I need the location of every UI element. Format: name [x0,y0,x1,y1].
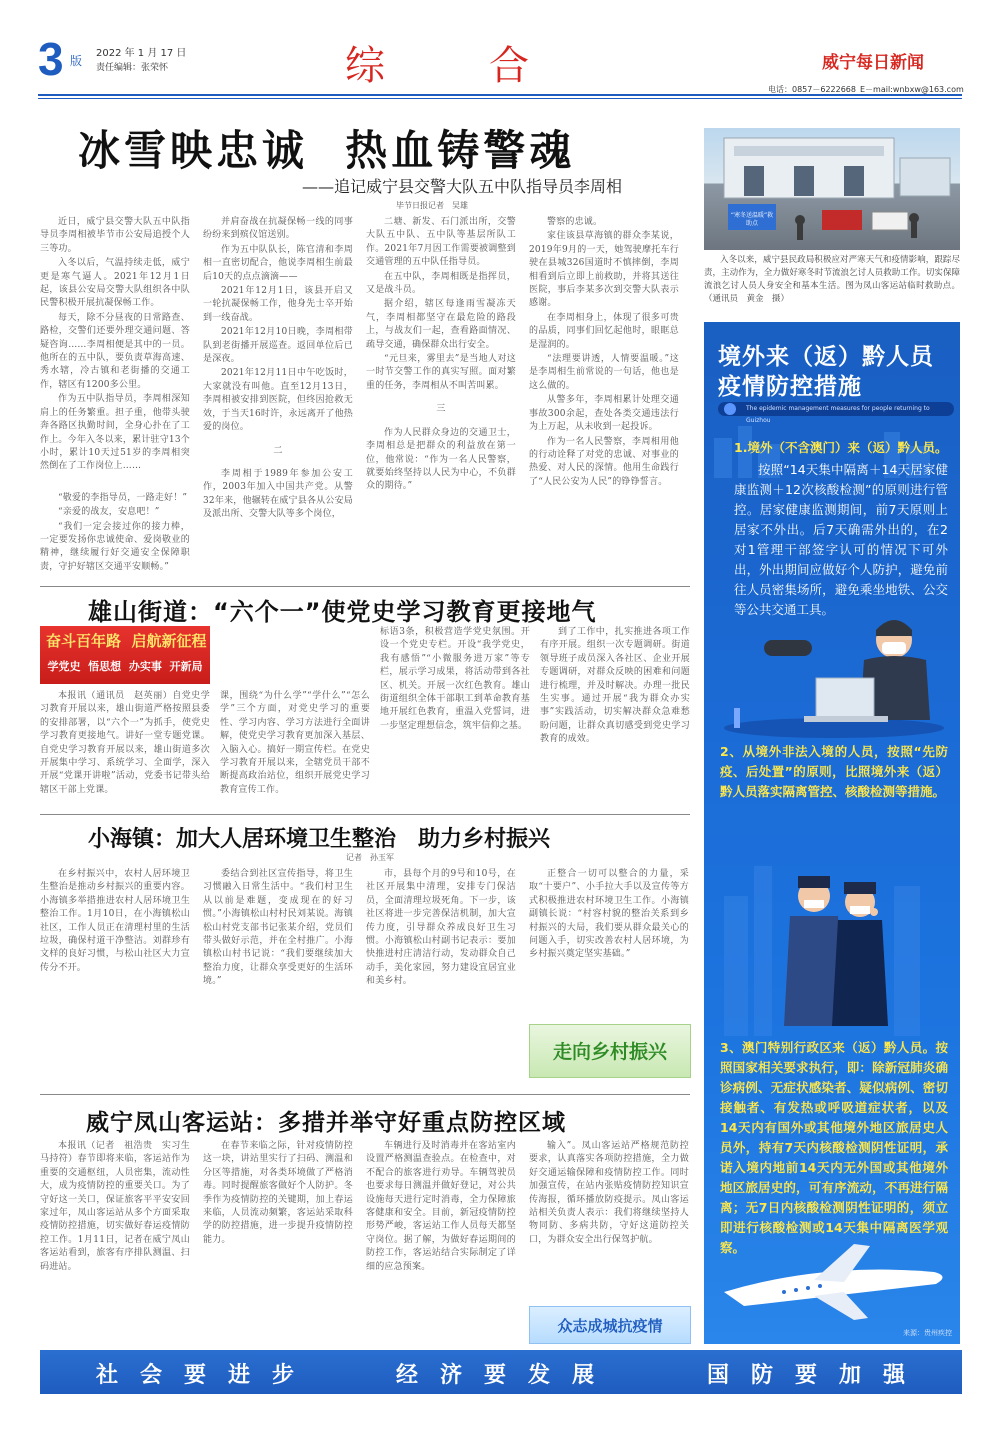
banner-line2: 学党史 悟思想 办实事 开新局 [47,660,203,673]
xiaohai-column-2: 委结合到社区宣传指导，将卫生习惯融入日常生活中。“我们村卫生从以前是难题，变成现在的好习惯。”小海镇松山村村民刘某说。海镇松山村党支部书记张某介绍，党员们带头做好示范，并在全村推广。小海镇松山村书记说：“我们要继续加大整治力度，让群众享受更好的生活环境。” [203,869,353,987]
lead-subheadline: ——追记威宁县交警大队五中队指导员李周相 [302,177,623,196]
section-title: 综 合 [345,43,537,89]
lead-p: 作为五中队指导员，李周相深知肩上的任务繁重。担子重，他带头驶奔各路区执勤时间，全身心扑在了工作上。今年入冬以来，累计驻守13个小时，累计10天过51岁的李周相突然倒在了工作岗位上…… [40,394,190,472]
lead-p: 家住该县草海镇的群众李某说，2019年9月的一天，她驾驶摩托车行驶在县城326国道时不慎摔倒，李周相看到后立即上前救助，并将其送往医院，事后李某多次到交警大队表示感谢。 [529,231,679,309]
officers-illustration [704,836,960,1036]
xiaohai-column-3: 市，县每个月的9号和10号，在社区开展集中清理，安排专门保洁员，全面清理垃圾死角。下一步，该社区将进一步完善保洁机制，加大宣传力度，引导群众养成良好卫生习惯。小海镇松山村副书记表示：要加快推进村庄清洁行动，发动群众自己动手，美化家园，努力建设宜居宜业和美乡村。 [366,869,516,987]
covid-panel [704,322,960,1344]
news-photo [704,128,960,250]
lead-p: 作为五中队队长，陈官清和李周相一直密切配合，他说李周相生前最后10天的点点滴滴—— [203,244,353,282]
xiaohai-byline: 记者 孙玉军 [346,853,394,862]
party-banner [40,626,210,684]
covid-section3: 3、澳门特别行政区来（返）黔人员。按照国家相关要求执行，即：除新冠肺炎确诊病例、无症状感染者、疑似病例、密切接触者、有发热或呼吸道症状者，以及14天内有国外或其他境外地区旅居史人员外，持有7天内核酸检测阴性证明，承诺入境内地前14天内无外国或其他境外地区旅居史的，可有序流动，不再进行隔离；无7日内核酸检测阴性证明的，须立即进行核酸检测或14天集中隔离医学观察。 [720,1040,948,1255]
covid-section2: 2、从境外非法入境的人员，按照“先防疫、后处置”的原则，比照境外来（返）黔人员落实隔离管控、核酸检测等措施。 [720,744,948,799]
bus-station-illustration [704,128,960,250]
xiongshan-headline: 雄山街道：“六个一”使党史学习教育更接地气 [88,598,597,626]
lead-p: 二塘、新发、石门派出所，交警大队五中队、五中队等基层所队工作。2021年7月因工作需要被调整到交通管理的五中队任指导员。 [366,217,516,268]
footer-slogan-bar [40,1350,962,1394]
slogan-1: 社 会 要 进 步 [95,1363,294,1388]
paper-name: 威宁每日新闻 [822,53,924,73]
lead-headline: 冰雪映忠诚 热血铸警魂 [78,126,576,175]
lead-p: 作为一名人民警察，李周相用他的行动诠释了对党的忠诚、对事业的热爱、对人民的深情。他用生命践行了“人民公安为人民”的铮铮誓言。 [529,436,679,487]
covid-title-line1: 境外来（返）黔人员 [718,344,934,370]
lead-byline: 毕节日报记者 吴雄 [396,201,468,210]
anti-epidemic-badge [529,1306,691,1344]
lead-p: 李周相于1989年参加公安工作，2003年加入中国共产党。从警32年来，他辗转在威宁县各从公安局及派出所、交警大队等多个岗位， [203,468,353,520]
lead-p: 2021年12月10日晚，李周相带队到老街播开展巡查。返回单位后已是深夜。 [203,327,353,365]
photo-sign: “寒冬送温暖”救助点 [730,212,774,227]
lead-quote: “亲爱的战友，安息吧！” [58,507,160,518]
lead-quote: “我们一定会接过你的接力棒，一定要发扬你忠诚使命、爱岗敬业的精神，继续履行好交通安全保障职责，守护好辖区交通平安顺畅。” [40,521,190,572]
xiongshan-column-4: 到了工作中，扎实推进各项工作有序开展。组织一次专题调研。街道领导班子成员深入各社区、企业开展专题调研，对群众反映的困难和问题进行梳理，并及时解决。办理一批民生实事。通过开展“我为群众办实事”实践活动，切实解决群众急难愁盼问题，让群众真切感受到党史学习教育的成效。 [540,627,690,745]
fengshan-column-4: 输入”。凤山客运站严格规范防控要求，认真落实各项防控措施，全力做好交通运输保障和疫情防控工作。同时加强宣传，在站内张贴疫情防控知识宣传海报，循环播放防疫提示。凤山客运站相关负责人表示：我们将继续坚持人物同防、多病共防，守好这道防控关口，为群众安全出行保驾护航。 [529,1141,689,1245]
banner-line1: 奋斗百年路 启航新征程 [46,632,207,650]
fengshan-headline: 威宁凤山客运站：多措并举守好重点防控区域 [86,1110,566,1136]
badge-text: 众志成城抗疫情 [557,1317,663,1335]
masthead-rule [38,94,962,96]
quarantine-illustration [704,600,960,740]
covid-section1-body: 按照“14天集中隔离＋14天居家健康监测＋12次核酸检测”的原则进行管控。居家健康监测期间，前7天原则上居家不外出。后7天确需外出的，在2对1管理干部签字认可的情况下可外出，外出期间应做好个人防护，避免前往人员密集场所，避免乘坐地铁、公交等公共交通工具。 [734,462,948,617]
lead-p: 近日，威宁县交警大队五中队指导员李周相被毕节市公安局追授个人三等功。 [40,217,190,254]
contact-email: E－mail:wnbxw@163.com [860,85,964,94]
covid-en-line [718,402,954,424]
masthead-rule-thin [38,98,962,99]
lead-p: 从警多年，李周相累计处理交通事故300余起，查处各类交通违法行为上万起，从未收到一起投诉。 [529,395,679,433]
lead-column-3 [366,216,516,576]
editor-credit: 责任编辑：张荣怀 [96,63,169,73]
lead-p: 并肩奋战在抗凝保畅一线的同事纷纷来到殡仪馆送别。 [203,217,353,241]
photo-caption: 入冬以来，威宁县民政局积极应对严寒天气和疫情影响，跟踪尽责，主动作为，全力做好寒冬时节流浪乞讨人员救助工作。切实保障流浪乞讨人员人身安全和基本生活。图为凤山客运站临时救助点。（通讯员 黄金 摄） [704,255,960,304]
covid-en-text: The epidemic management measures for people returning to Guizhou [746,405,930,424]
divider [40,1094,690,1095]
lead-p: 每天，除不分昼夜的日常路查、路检，交警们还要外理交通问题、答疑咨询……李周相便是其中的一员。他所在的五中队，要负责草海高速、秀水辖，冷古镇和老街播的交通工作，辖区有1200多公里。 [40,312,190,390]
lead-p: 警察的忠诚。 [547,217,603,227]
section-marker: 三 [436,404,446,415]
covid-source: 来源：贵州疾控 [903,1329,952,1337]
lead-p: 2021年12月1日，该县开启又一轮抗凝保畅工作，他身先士卒开始到一线奋战。 [203,286,353,323]
page-number: 3 [38,33,64,85]
divider [40,586,690,587]
lead-p: 入冬以后，气温持续走低，威宁更是寒气逼人。2021年12月1日起，该县公安局交警大队组织各中队民警积极开展抗凝保畅工作。 [40,258,190,309]
lead-p: 据介绍，辖区每逢雨雪凝冻天气，李周相都坚守在最危险的路段上，与战友们一起，查看路面情况、疏导交通，确保群众出行安全。 [366,299,516,350]
section-marker: 二 [273,445,283,456]
xiaohai-column-4: 正整合一切可以整合的力量，采取“十要户”、小手拉大手以及宣传等方式积极推进农村环境卫生工作。小海镇副镇长说：“村容村貌的整治关系到乡村振兴的大局，我们要从群众最关心的问题入手，切实改善农村人居环境，为乡村振兴奠定坚实基础。” [529,869,689,960]
lead-p: “元旦来，雾里去”是当地人对这一时节交警工作的真实写照。面对繁重的任务，李周相从不叫苦叫累。 [366,354,516,391]
rural-revitalization-badge [529,1024,691,1078]
covid-title-line2: 疫情防控措施 [718,374,862,400]
slogan-3: 国 防 要 加 强 [706,1363,905,1388]
lead-p: 2021年12月11日中午吃饭时，大家就没有叫他。直至12月13日，李周相被安排到医院，但终因抢救无效，于当天16时许，永远离开了他热爱的岗位。 [203,368,353,433]
badge-text: 走向乡村振兴 [552,1041,667,1063]
lead-p: 在五中队，李周相既是指挥员，又是战斗员。 [366,271,516,296]
fengshan-column-3: 车辆进行及时消毒并在客站室内设置严格测温查验点。在检查中，对不配合的旅客进行劝导。车辆驾驶员也要求每日测温并做好登记，对公共设施每天进行定时消毒，全力保障旅客健康和安全。目前，新冠疫情防控形势严峻，客运站工作人员每天都坚守岗位。据了解，为做好春运期间的防控工作，客运站结合实际制定了详细的应急预案。 [366,1141,516,1272]
lead-column-1 [40,216,190,576]
fengshan-column-2: 在春节来临之际，针对疫情防控这一块，讲站里实行了扫码、测温和分区等措施，对各类环境做了严格消毒。同时提醒旅客做好个人防护。冬季作为疫情防控的关键期，加上春运来临，人员流动频繁，客运站采取科学的防控措施，进一步提升疫情防控能力。 [203,1141,353,1245]
virus-icon [724,403,736,415]
airplane-illustration [704,1222,960,1332]
xiongshan-column-2: 课，围绕“为什么学”“学什么”“怎么学”三个方面，对党史学习的重要性、学习内容、学习方法进行全面讲解，使党史学习教育更加深入基层、入脑入心。搞好一期宣传栏。在党史学习教育开展以来，全辖党员干部不断提高政治站位，组织开展党史学习教育宣传工作。 [220,691,370,795]
xiongshan-column-3: 标语3条，积极营造学党史氛围。开设一个党史专栏。开设“我学党史，我有感悟”“小微服务进万家”等专栏，展示学习成果，将活动带到各社区、机关。开展一次红色教育。雄山街道组织全体干部职工到革命教育基地开展红色教育，重温入党誓词，进一步坚定理想信念，筑牢信仰之基。 [380,627,530,731]
lead-column-4 [529,216,679,576]
divider [40,814,690,815]
page-number-suffix: 版 [70,54,83,68]
slogan-2: 经 济 要 发 展 [395,1363,594,1388]
fengshan-column-1: 本报讯（记者 祖浩贵 实习生 马持符）春节即将来临，客运站作为重要的交通枢纽，人员密集，流动性大，成为疫情防控的重要关口。为了守好这一关口，保证旅客平平安安回家过年，凤山客运站从多个方面采取疫情防控措施，切实做好春运疫情防控工作。1月11日，记者在威宁凤山客运站看到，旅客有序排队测温、扫码进站。 [40,1141,190,1272]
lead-column-2 [203,216,353,576]
contact-phone: 电话：0857－6222668 [768,85,856,94]
xiaohai-headline: 小海镇：加大人居环境卫生整治 助力乡村振兴 [88,827,551,852]
xiaohai-column-1: 在乡村振兴中，农村人居环境卫生整治是推动乡村振兴的重要内容。小海镇多举措推进农村人居环境卫生整治工作。1月10日，在小海镇松山社区，工作人员正在清理村里的生活垃圾，确保村道干净整洁。刘群珍有文样的良好习惯，与松山社区大力宣传分不开。 [40,869,190,973]
issue-date: 2022 年 1 月 17 日 [96,48,187,59]
lead-quote: “敬爱的李指导员，一路走好！” [58,492,188,503]
covid-section1-heading: 1.境外（不含澳门）来（返）黔人员。 [734,440,948,455]
lead-p: “法理要讲透，人情要温暖。”这是李周相生前常说的一句话，他也是这么做的。 [529,354,679,391]
lead-p: 在李周相身上，体现了很多可贵的品质，同事们回忆起他时，眼眶总是湿润的。 [529,312,679,350]
xiongshan-column-1: 本报讯（通讯员 赵英丽）自党史学习教育开展以来，雄山街道严格按照县委的安排部署，以“六个一”为抓手，使党史学习教育更接地气。讲好一堂专题党课。自党史学习教育开展以来，雄山街道多次开展集中学习、系统学习、全面学，深入开展“党课开讲啦”活动，党委书记带头给辖区干部上党课。 [40,691,210,795]
lead-p: 作为人民群众身边的交通卫士，李周相总是把群众的利益放在第一位，他常说：“作为一名人民警察，就要始终坚持以人民为中心，不负群众的期待。” [366,427,516,492]
